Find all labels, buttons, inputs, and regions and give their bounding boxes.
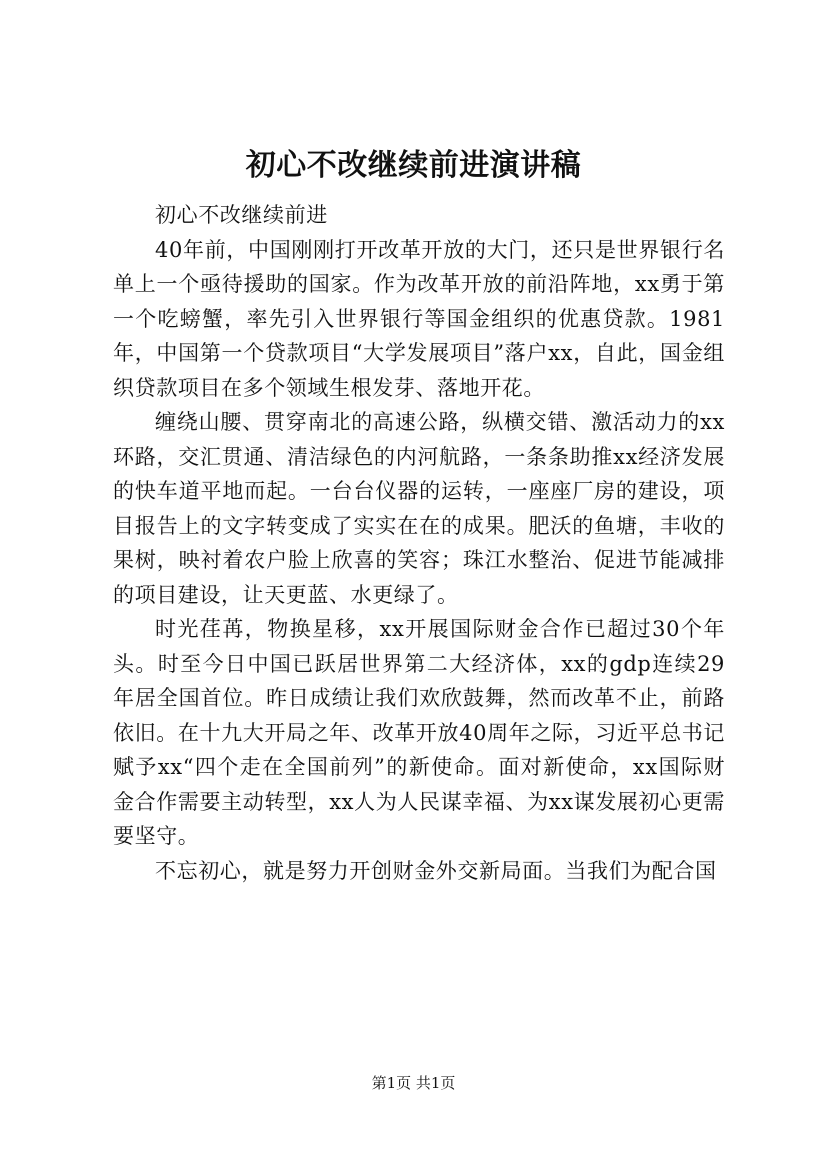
paragraph-4: 不忘初心，就是努力开创财金外交新局面。当我们为配合国	[155, 858, 717, 883]
page-footer: 第1页 共1页	[371, 1074, 456, 1092]
document-body	[113, 198, 725, 888]
paragraph-1: 40年前，中国刚刚打开改革开放的大门，还只是世界银行名单上一个亟待援助的国家。作为改革开放的前沿阵地，xx勇于第一个吃螃蟹，率先引入世界银行等国金组织的优惠贷款。1981年，中国第一个贷款项目“大学发展项目”落户xx，自此，国金组织贷款项目在多个领域生根发芽、落地开花。	[113, 237, 725, 400]
paragraph-2: 缠绕山腰、贯穿南北的高速公路，纵横交错、激活动力的xx环路，交汇贯通、清洁绿色的内河航路，一条条助推xx经济发展的快车道平地而起。一台台仪器的运转，一座座厂房的建设，项目报告上的文字转变成了实实在在的成果。肥沃的鱼塘，丰收的果树，映衬着农户脸上欣喜的笑容；珠江水整治、促进节能减排的项目建设，让天更蓝、水更绿了。	[113, 410, 725, 607]
document-title: 初心不改继续前进演讲稿	[245, 148, 582, 183]
document-subtitle: 初心不改继续前进	[155, 203, 328, 227]
paragraph-3: 时光荏苒，物换星移，xx开展国际财金合作已超过30个年头。时至今日中国已跃居世界第二大经济体，xx的gdp连续29年居全国首位。昨日成绩让我们欢欣鼓舞，然而改革不止，前路依旧。在十九大开局之年、改革开放40周年之际，习近平总书记赋予xx“四个走在全国前列”的新使命。面对新使命，xx国际财金合作需要主动转型，xx人为人民谋幸福、为xx谋发展初心更需要坚守。	[113, 617, 726, 848]
